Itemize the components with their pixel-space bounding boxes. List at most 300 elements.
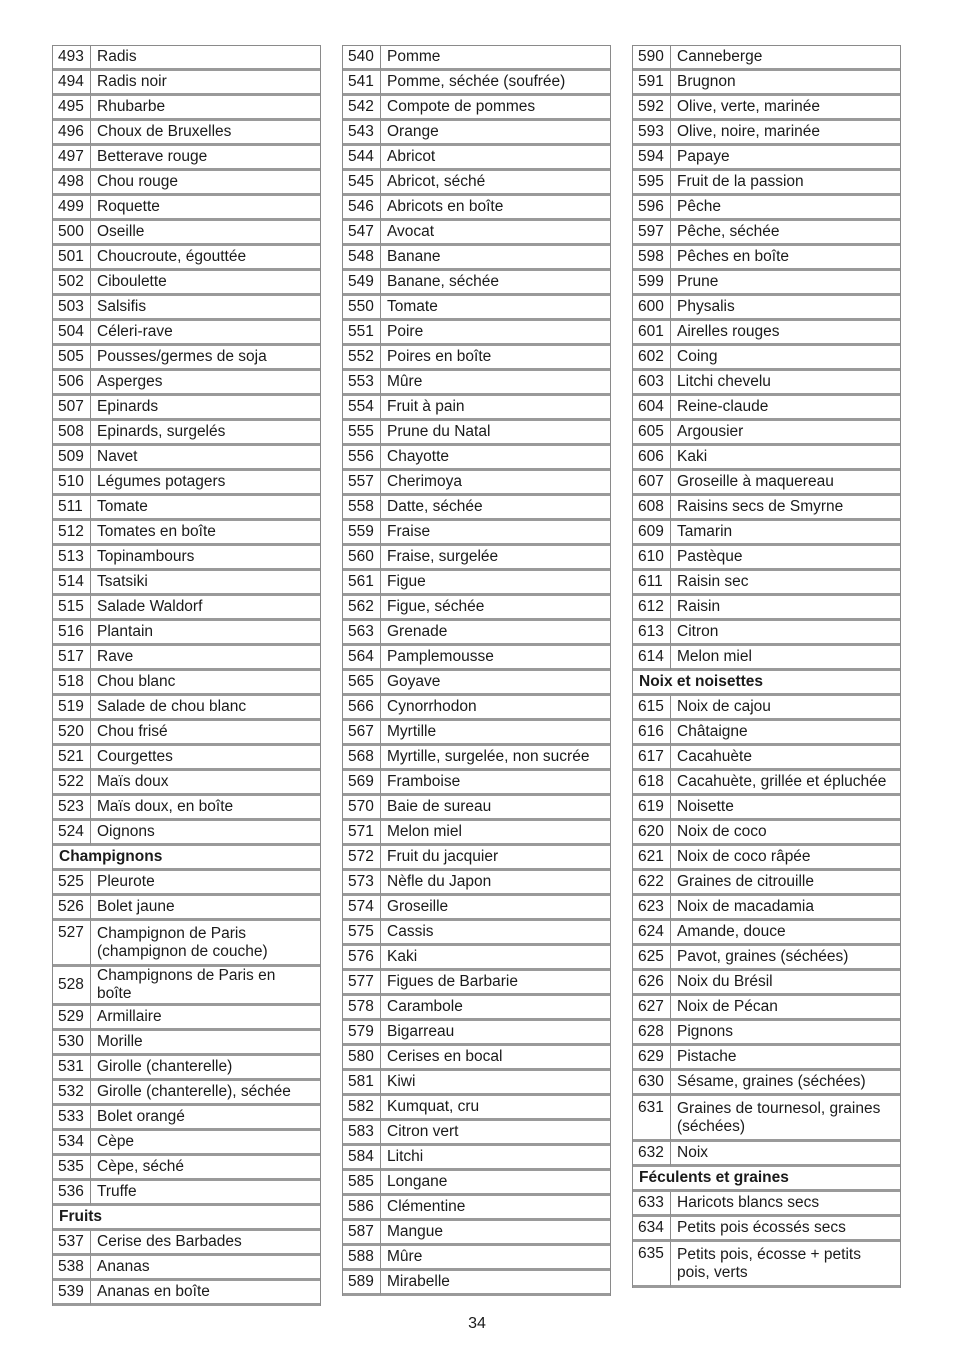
food-code: 548 bbox=[343, 246, 381, 271]
table-row bbox=[53, 96, 320, 121]
food-name: Baie de sureau bbox=[381, 796, 610, 821]
food-name: Melon miel bbox=[671, 646, 900, 671]
food-code: 631 bbox=[633, 1096, 671, 1142]
table-row bbox=[343, 521, 610, 546]
food-name: Châtaigne bbox=[671, 721, 900, 746]
food-code: 518 bbox=[53, 671, 91, 696]
food-code: 630 bbox=[633, 1071, 671, 1096]
food-name: Fruit de la passion bbox=[671, 171, 900, 196]
food-name: Choucroute, égouttée bbox=[91, 246, 320, 271]
food-name: Noix bbox=[671, 1142, 900, 1167]
table-row bbox=[343, 846, 610, 871]
table-row bbox=[633, 871, 900, 896]
table-row bbox=[343, 221, 610, 246]
food-code: 587 bbox=[343, 1221, 381, 1246]
food-name: Cerise des Barbades bbox=[91, 1231, 320, 1256]
table-row bbox=[53, 496, 320, 521]
food-code: 538 bbox=[53, 1256, 91, 1281]
food-name: Litchi chevelu bbox=[671, 371, 900, 396]
table-row bbox=[343, 546, 610, 571]
food-code: 601 bbox=[633, 321, 671, 346]
table-row bbox=[633, 296, 900, 321]
food-code: 537 bbox=[53, 1231, 91, 1256]
food-name: Raisin bbox=[671, 596, 900, 621]
food-name: Fraise, surgelée bbox=[381, 546, 610, 571]
food-name: Noisette bbox=[671, 796, 900, 821]
table-row bbox=[343, 596, 610, 621]
food-name: Framboise bbox=[381, 771, 610, 796]
table-row bbox=[53, 1131, 320, 1156]
table-row bbox=[343, 96, 610, 121]
food-name: Cerises en bocal bbox=[381, 1046, 610, 1071]
food-name: Pleurote bbox=[91, 871, 320, 896]
food-name: Mirabelle bbox=[381, 1271, 610, 1296]
food-code: 597 bbox=[633, 221, 671, 246]
food-code: 528 bbox=[53, 967, 91, 1006]
food-name: Armillaire bbox=[91, 1006, 320, 1031]
table-row bbox=[633, 421, 900, 446]
food-code: 505 bbox=[53, 346, 91, 371]
food-code: 513 bbox=[53, 546, 91, 571]
table-row bbox=[343, 246, 610, 271]
food-name: Reine-claude bbox=[671, 396, 900, 421]
table-row bbox=[633, 996, 900, 1021]
table-row bbox=[53, 196, 320, 221]
table-row bbox=[343, 296, 610, 321]
food-code: 542 bbox=[343, 96, 381, 121]
food-name: Banane, séchée bbox=[381, 271, 610, 296]
food-name: Pamplemousse bbox=[381, 646, 610, 671]
table-row bbox=[53, 771, 320, 796]
table-row bbox=[53, 421, 320, 446]
table-row bbox=[633, 121, 900, 146]
table-row bbox=[343, 871, 610, 896]
table-row bbox=[343, 696, 610, 721]
food-name: Chou frisé bbox=[91, 721, 320, 746]
food-code: 588 bbox=[343, 1246, 381, 1271]
food-name: Ananas en boîte bbox=[91, 1281, 320, 1306]
food-code: 608 bbox=[633, 496, 671, 521]
food-name: Radis noir bbox=[91, 71, 320, 96]
table-row bbox=[633, 1242, 900, 1288]
table-row bbox=[633, 496, 900, 521]
food-code: 600 bbox=[633, 296, 671, 321]
table-row bbox=[633, 771, 900, 796]
table-row bbox=[53, 296, 320, 321]
food-name: Cacahuète bbox=[671, 746, 900, 771]
food-code: 617 bbox=[633, 746, 671, 771]
food-code: 577 bbox=[343, 971, 381, 996]
table-row bbox=[343, 46, 610, 71]
food-name: Graines de citrouille bbox=[671, 871, 900, 896]
food-code: 595 bbox=[633, 171, 671, 196]
table-row bbox=[53, 246, 320, 271]
food-name: Grenade bbox=[381, 621, 610, 646]
food-name: Tomate bbox=[381, 296, 610, 321]
food-name: Radis bbox=[91, 46, 320, 71]
food-name: Ciboulette bbox=[91, 271, 320, 296]
food-name: Girolle (chanterelle), séchée bbox=[91, 1081, 320, 1106]
food-name: Ananas bbox=[91, 1256, 320, 1281]
food-code: 579 bbox=[343, 1021, 381, 1046]
food-name: Kaki bbox=[671, 446, 900, 471]
food-code: 618 bbox=[633, 771, 671, 796]
table-row bbox=[53, 571, 320, 596]
table-row bbox=[343, 1196, 610, 1221]
food-code: 527 bbox=[53, 921, 91, 967]
food-name: Cèpe, séché bbox=[91, 1156, 320, 1181]
food-name: Argousier bbox=[671, 421, 900, 446]
food-name: Cynorrhodon bbox=[381, 696, 610, 721]
table-row bbox=[633, 971, 900, 996]
food-code: 503 bbox=[53, 296, 91, 321]
food-name: Kiwi bbox=[381, 1071, 610, 1096]
food-name: Asperges bbox=[91, 371, 320, 396]
table-row bbox=[343, 921, 610, 946]
food-code: 495 bbox=[53, 96, 91, 121]
section-header-row bbox=[633, 1167, 900, 1192]
food-code: 540 bbox=[343, 46, 381, 71]
section-header: Féculents et graines bbox=[633, 1167, 900, 1192]
food-code: 551 bbox=[343, 321, 381, 346]
table-row bbox=[633, 1046, 900, 1071]
food-code: 580 bbox=[343, 1046, 381, 1071]
food-name: Datte, séchée bbox=[381, 496, 610, 521]
food-name: Pêche, séchée bbox=[671, 221, 900, 246]
table-row bbox=[343, 646, 610, 671]
food-code: 533 bbox=[53, 1106, 91, 1131]
table-row bbox=[633, 221, 900, 246]
table-row bbox=[53, 521, 320, 546]
table-row bbox=[53, 1081, 320, 1106]
table-row bbox=[343, 946, 610, 971]
food-code: 613 bbox=[633, 621, 671, 646]
table-row bbox=[343, 746, 610, 771]
food-name: Banane bbox=[381, 246, 610, 271]
food-name: Pastèque bbox=[671, 546, 900, 571]
food-code-table bbox=[632, 45, 901, 1288]
food-code: 624 bbox=[633, 921, 671, 946]
food-code: 519 bbox=[53, 696, 91, 721]
food-code: 603 bbox=[633, 371, 671, 396]
food-code: 627 bbox=[633, 996, 671, 1021]
food-code: 535 bbox=[53, 1156, 91, 1181]
food-name: Poire bbox=[381, 321, 610, 346]
table-row bbox=[633, 321, 900, 346]
food-name: Mûre bbox=[381, 371, 610, 396]
food-name: Pêches en boîte bbox=[671, 246, 900, 271]
food-name: Figue bbox=[381, 571, 610, 596]
table-row bbox=[53, 746, 320, 771]
food-name: Raisins secs de Smyrne bbox=[671, 496, 900, 521]
food-code: 571 bbox=[343, 821, 381, 846]
table-row bbox=[343, 146, 610, 171]
food-code: 558 bbox=[343, 496, 381, 521]
table-row bbox=[633, 471, 900, 496]
food-code: 574 bbox=[343, 896, 381, 921]
table-row bbox=[343, 171, 610, 196]
food-name: Cacahuète, grillée et épluchée bbox=[671, 771, 900, 796]
food-code: 539 bbox=[53, 1281, 91, 1306]
food-code: 586 bbox=[343, 1196, 381, 1221]
food-name: Mûre bbox=[381, 1246, 610, 1271]
food-code: 566 bbox=[343, 696, 381, 721]
food-name: Abricots en boîte bbox=[381, 196, 610, 221]
food-name: Noix de coco râpée bbox=[671, 846, 900, 871]
table-column-1 bbox=[52, 45, 321, 1306]
table-row bbox=[53, 221, 320, 246]
table-row bbox=[633, 196, 900, 221]
food-name: Brugnon bbox=[671, 71, 900, 96]
table-row bbox=[53, 646, 320, 671]
food-name: Pomme bbox=[381, 46, 610, 71]
table-row bbox=[633, 371, 900, 396]
table-row bbox=[633, 396, 900, 421]
food-name: Kumquat, cru bbox=[381, 1096, 610, 1121]
food-code: 576 bbox=[343, 946, 381, 971]
food-code: 592 bbox=[633, 96, 671, 121]
food-code: 543 bbox=[343, 121, 381, 146]
table-row bbox=[53, 921, 320, 967]
food-name: Pêche bbox=[671, 196, 900, 221]
food-name: Litchi bbox=[381, 1146, 610, 1171]
food-name: Pistache bbox=[671, 1046, 900, 1071]
food-code: 512 bbox=[53, 521, 91, 546]
food-code: 550 bbox=[343, 296, 381, 321]
food-code: 589 bbox=[343, 1271, 381, 1296]
food-code: 508 bbox=[53, 421, 91, 446]
food-code: 521 bbox=[53, 746, 91, 771]
table-row bbox=[343, 1121, 610, 1146]
food-name: Cèpe bbox=[91, 1131, 320, 1156]
food-code: 563 bbox=[343, 621, 381, 646]
table-row bbox=[633, 1021, 900, 1046]
section-header-row bbox=[53, 846, 320, 871]
table-row bbox=[53, 321, 320, 346]
table-column-3 bbox=[632, 45, 901, 1288]
table-row bbox=[53, 621, 320, 646]
table-row bbox=[343, 971, 610, 996]
table-row bbox=[343, 271, 610, 296]
table-row bbox=[343, 1071, 610, 1096]
table-row bbox=[343, 446, 610, 471]
food-code: 594 bbox=[633, 146, 671, 171]
table-row bbox=[633, 821, 900, 846]
table-row bbox=[343, 321, 610, 346]
table-row bbox=[53, 1281, 320, 1306]
food-code: 530 bbox=[53, 1031, 91, 1056]
table-row bbox=[343, 796, 610, 821]
food-code: 522 bbox=[53, 771, 91, 796]
section-header: Fruits bbox=[53, 1206, 320, 1231]
food-code: 499 bbox=[53, 196, 91, 221]
food-name: Groseille à maquereau bbox=[671, 471, 900, 496]
food-name: Goyave bbox=[381, 671, 610, 696]
table-row bbox=[633, 171, 900, 196]
food-name: Noix de cajou bbox=[671, 696, 900, 721]
food-code: 498 bbox=[53, 171, 91, 196]
food-code: 602 bbox=[633, 346, 671, 371]
table-row bbox=[633, 846, 900, 871]
food-code: 514 bbox=[53, 571, 91, 596]
food-name: Fruit à pain bbox=[381, 396, 610, 421]
food-code: 515 bbox=[53, 596, 91, 621]
food-code: 552 bbox=[343, 346, 381, 371]
table-row bbox=[633, 521, 900, 546]
table-row bbox=[343, 1146, 610, 1171]
food-name: Cassis bbox=[381, 921, 610, 946]
table-row bbox=[343, 996, 610, 1021]
food-name: Morille bbox=[91, 1031, 320, 1056]
food-code: 621 bbox=[633, 846, 671, 871]
food-code: 628 bbox=[633, 1021, 671, 1046]
table-row bbox=[53, 396, 320, 421]
food-code: 625 bbox=[633, 946, 671, 971]
food-code: 544 bbox=[343, 146, 381, 171]
table-row bbox=[343, 621, 610, 646]
food-code: 510 bbox=[53, 471, 91, 496]
food-code: 546 bbox=[343, 196, 381, 221]
food-name: Fruit du jacquier bbox=[381, 846, 610, 871]
table-row bbox=[343, 896, 610, 921]
food-code: 517 bbox=[53, 646, 91, 671]
food-name: Betterave rouge bbox=[91, 146, 320, 171]
table-row bbox=[53, 121, 320, 146]
table-row bbox=[53, 71, 320, 96]
food-name: Maïs doux bbox=[91, 771, 320, 796]
food-name: Rhubarbe bbox=[91, 96, 320, 121]
table-row bbox=[343, 471, 610, 496]
food-name: Bigarreau bbox=[381, 1021, 610, 1046]
food-code: 504 bbox=[53, 321, 91, 346]
food-code: 532 bbox=[53, 1081, 91, 1106]
food-code: 559 bbox=[343, 521, 381, 546]
table-row bbox=[53, 596, 320, 621]
table-row bbox=[343, 1221, 610, 1246]
table-row bbox=[633, 596, 900, 621]
food-name: Poires en boîte bbox=[381, 346, 610, 371]
food-code: 526 bbox=[53, 896, 91, 921]
table-row bbox=[633, 446, 900, 471]
food-code: 584 bbox=[343, 1146, 381, 1171]
page-number: 34 bbox=[468, 1315, 486, 1332]
food-code: 575 bbox=[343, 921, 381, 946]
food-name: Chou rouge bbox=[91, 171, 320, 196]
food-code: 609 bbox=[633, 521, 671, 546]
food-code: 605 bbox=[633, 421, 671, 446]
table-row bbox=[343, 421, 610, 446]
food-name: Maïs doux, en boîte bbox=[91, 796, 320, 821]
food-name: Champignons de Paris en boîte bbox=[91, 967, 320, 1006]
food-name: Oseille bbox=[91, 221, 320, 246]
food-name: Prune du Natal bbox=[381, 421, 610, 446]
food-name: Olive, verte, marinée bbox=[671, 96, 900, 121]
food-code: 619 bbox=[633, 796, 671, 821]
food-name: Physalis bbox=[671, 296, 900, 321]
table-row bbox=[343, 396, 610, 421]
food-code: 585 bbox=[343, 1171, 381, 1196]
food-code: 569 bbox=[343, 771, 381, 796]
food-name: Airelles rouges bbox=[671, 321, 900, 346]
food-name: Noix de Pécan bbox=[671, 996, 900, 1021]
food-code: 612 bbox=[633, 596, 671, 621]
table-row bbox=[343, 1046, 610, 1071]
table-row bbox=[633, 1071, 900, 1096]
food-code: 565 bbox=[343, 671, 381, 696]
table-row bbox=[633, 946, 900, 971]
food-name: Choux de Bruxelles bbox=[91, 121, 320, 146]
table-row bbox=[343, 1096, 610, 1121]
food-name: Petits pois écossés secs bbox=[671, 1217, 900, 1242]
table-row bbox=[343, 121, 610, 146]
food-code: 611 bbox=[633, 571, 671, 596]
table-row bbox=[53, 1256, 320, 1281]
table-row bbox=[633, 46, 900, 71]
section-header: Noix et noisettes bbox=[633, 671, 900, 696]
table-row bbox=[633, 696, 900, 721]
food-code: 493 bbox=[53, 46, 91, 71]
table-row bbox=[633, 896, 900, 921]
food-name: Tamarin bbox=[671, 521, 900, 546]
food-name: Citron vert bbox=[381, 1121, 610, 1146]
food-code: 536 bbox=[53, 1181, 91, 1206]
food-name: Noix de macadamia bbox=[671, 896, 900, 921]
food-name: Nèfle du Japon bbox=[381, 871, 610, 896]
food-code: 568 bbox=[343, 746, 381, 771]
food-name: Figue, séchée bbox=[381, 596, 610, 621]
food-name: Légumes potagers bbox=[91, 471, 320, 496]
food-name: Pousses/germes de soja bbox=[91, 346, 320, 371]
table-row bbox=[343, 1021, 610, 1046]
food-code: 500 bbox=[53, 221, 91, 246]
table-row bbox=[343, 771, 610, 796]
table-row bbox=[53, 671, 320, 696]
food-name: Abricot bbox=[381, 146, 610, 171]
table-row bbox=[633, 71, 900, 96]
food-name: Céleri-rave bbox=[91, 321, 320, 346]
food-code: 524 bbox=[53, 821, 91, 846]
table-row bbox=[633, 746, 900, 771]
food-code: 525 bbox=[53, 871, 91, 896]
table-row bbox=[633, 271, 900, 296]
food-name: Plantain bbox=[91, 621, 320, 646]
table-row bbox=[53, 696, 320, 721]
food-name: Pavot, graines (séchées) bbox=[671, 946, 900, 971]
food-name: Salade Waldorf bbox=[91, 596, 320, 621]
food-code: 511 bbox=[53, 496, 91, 521]
section-header-row bbox=[53, 1206, 320, 1231]
table-row bbox=[343, 1246, 610, 1271]
table-row bbox=[633, 1096, 900, 1142]
food-name: Tsatsiki bbox=[91, 571, 320, 596]
table-row bbox=[343, 721, 610, 746]
food-code: 610 bbox=[633, 546, 671, 571]
food-code: 555 bbox=[343, 421, 381, 446]
food-code: 604 bbox=[633, 396, 671, 421]
table-row bbox=[53, 1006, 320, 1031]
food-code: 593 bbox=[633, 121, 671, 146]
food-code: 573 bbox=[343, 871, 381, 896]
table-row bbox=[53, 967, 320, 1006]
food-name: Tomates en boîte bbox=[91, 521, 320, 546]
food-code: 557 bbox=[343, 471, 381, 496]
food-code: 564 bbox=[343, 646, 381, 671]
table-row bbox=[53, 1231, 320, 1256]
table-row bbox=[53, 1056, 320, 1081]
food-code: 561 bbox=[343, 571, 381, 596]
food-code: 570 bbox=[343, 796, 381, 821]
food-name: Roquette bbox=[91, 196, 320, 221]
